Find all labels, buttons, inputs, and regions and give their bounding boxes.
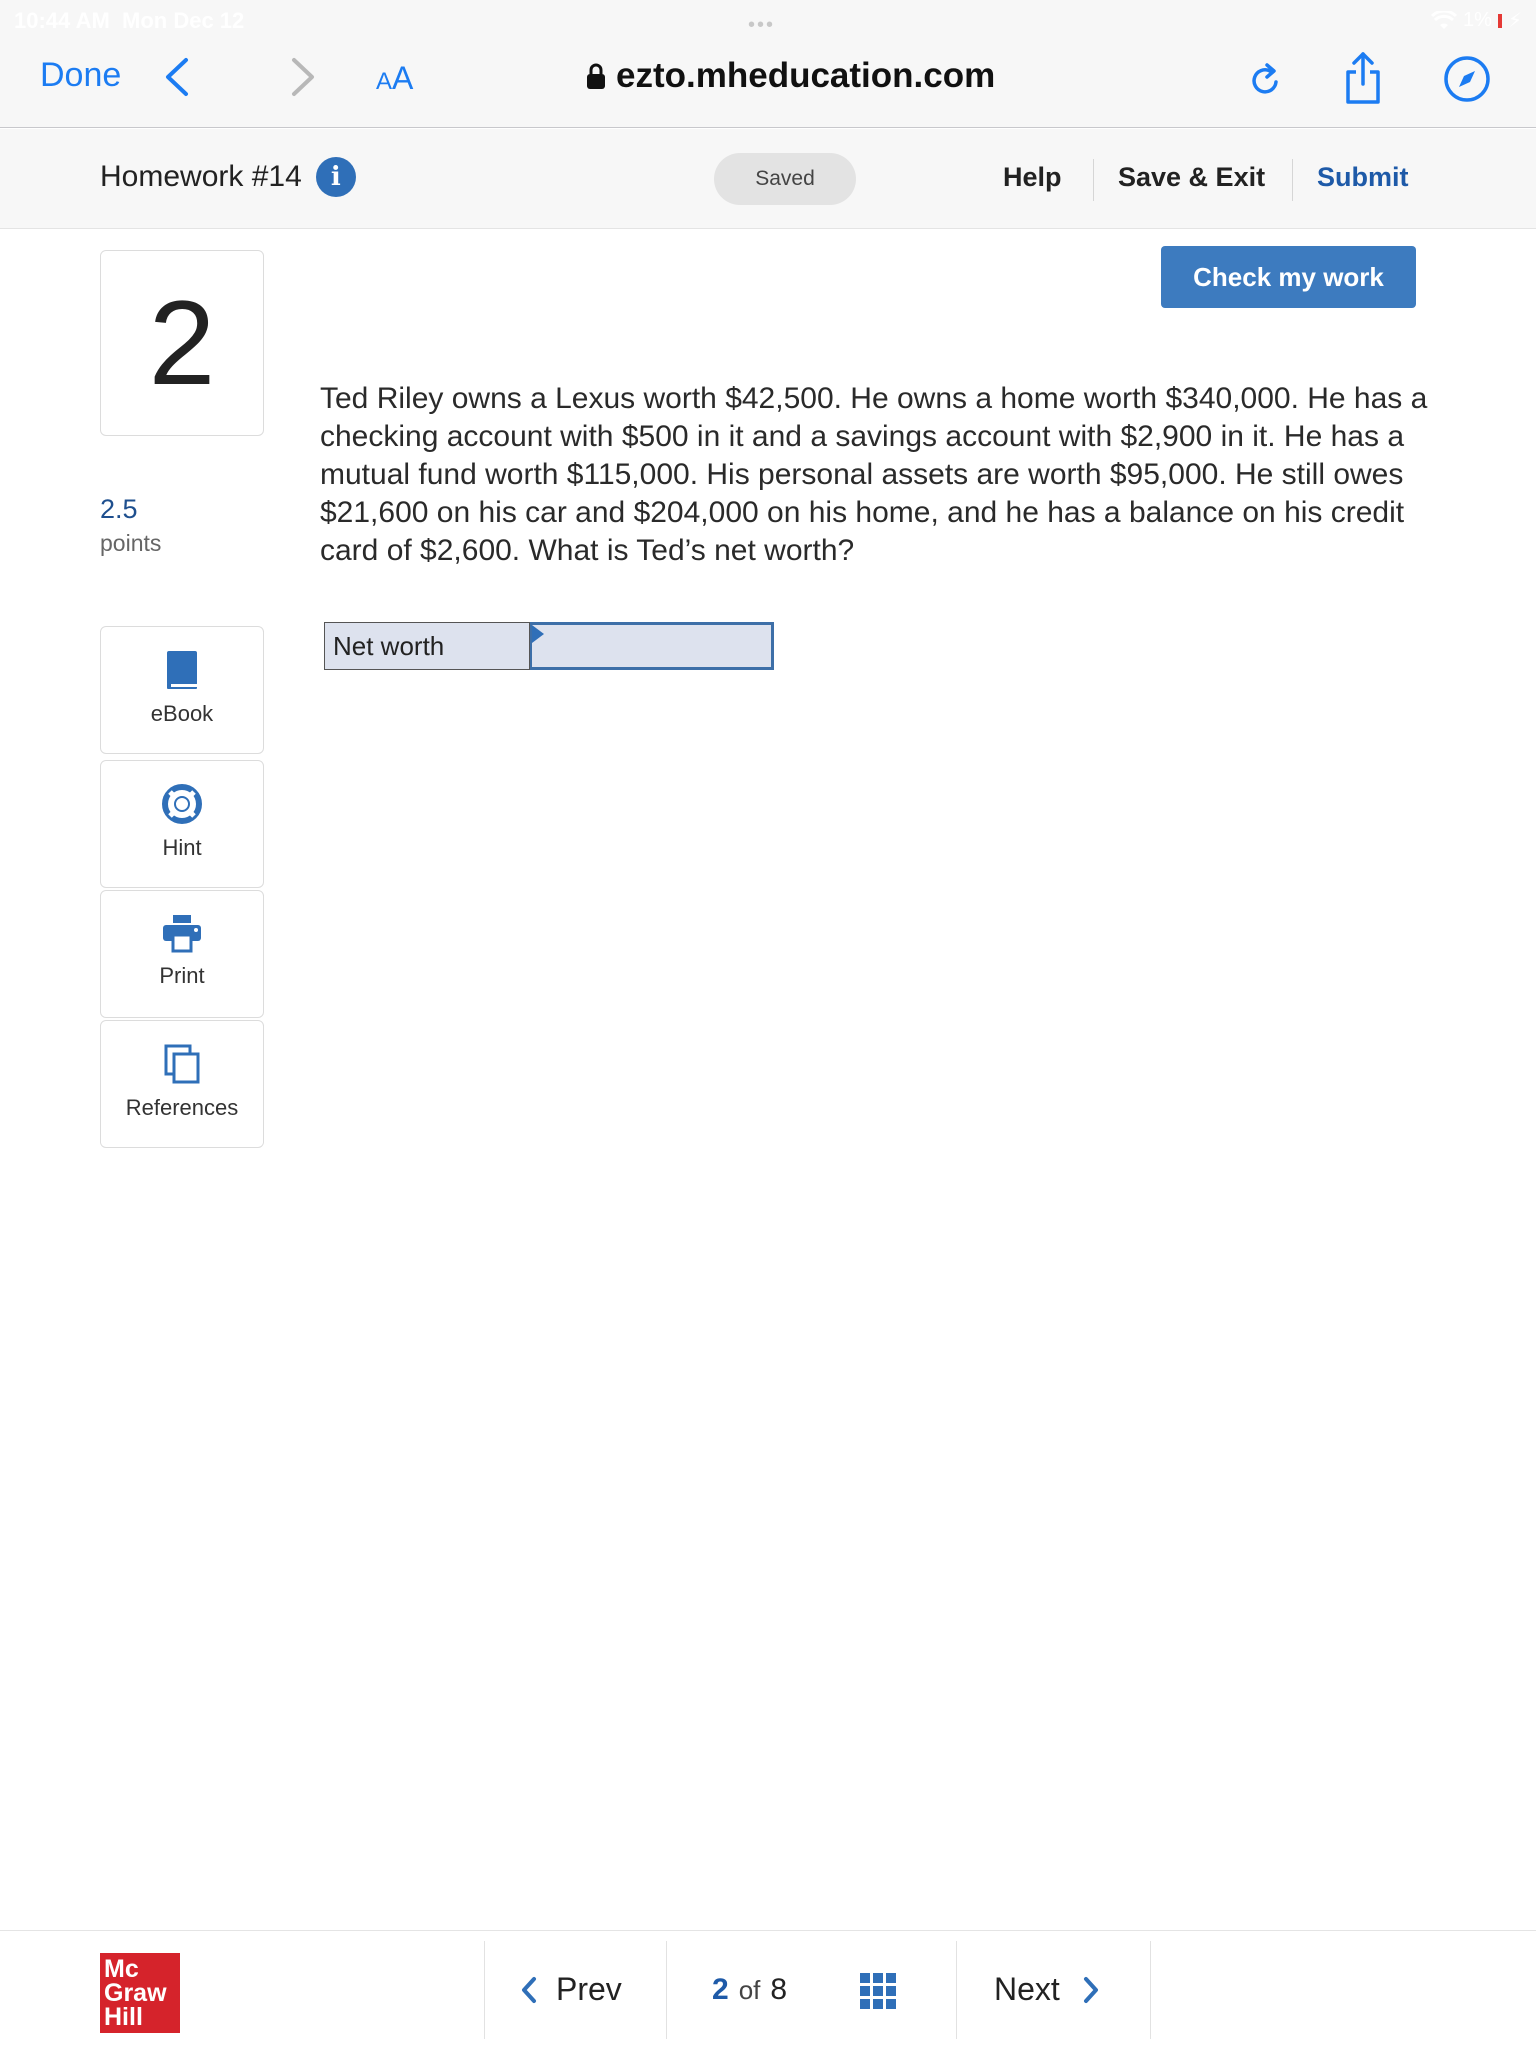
print-button[interactable] <box>100 890 264 1018</box>
mcgraw-hill-logo: Mc Graw Hill <box>100 1953 180 2033</box>
footer-divider <box>956 1941 957 2039</box>
header-divider <box>1292 159 1293 201</box>
assignment-title: Homework #14 i <box>100 157 356 197</box>
header-divider <box>1093 159 1094 201</box>
hint-label: Hint <box>162 835 202 860</box>
hint-button[interactable] <box>100 760 264 888</box>
status-time: 10:44 AM Mon Dec 12 <box>14 8 245 33</box>
prev-button[interactable] <box>520 1971 622 2008</box>
assignment-header <box>0 129 1536 229</box>
charging-icon: ⚡ <box>1507 10 1522 32</box>
address-bar[interactable] <box>586 56 995 96</box>
next-label: Next <box>994 1971 1060 2007</box>
references-button[interactable] <box>100 1020 264 1148</box>
answer-table <box>324 622 774 670</box>
saved-status-badge: Saved <box>714 153 856 205</box>
lifebuoy-icon <box>161 783 203 825</box>
prev-label: Prev <box>556 1971 622 2007</box>
ebook-label: eBook <box>150 701 214 726</box>
page-indicator <box>712 1973 787 2007</box>
ebook-button[interactable] <box>100 626 264 754</box>
footer-nav <box>0 1930 1536 2048</box>
net-worth-input[interactable] <box>530 622 774 670</box>
footer-divider <box>484 1941 485 2039</box>
share-icon[interactable] <box>1340 50 1386 106</box>
question-grid-icon[interactable] <box>860 1973 896 2009</box>
footer-divider <box>666 1941 667 2039</box>
browser-toolbar <box>0 40 1536 128</box>
printer-icon <box>161 913 203 953</box>
help-link[interactable]: Help <box>1003 162 1062 192</box>
next-button[interactable] <box>994 1971 1100 2008</box>
current-page: 2 <box>712 1973 729 2006</box>
info-icon[interactable]: i <box>316 157 356 197</box>
forward-chevron-icon[interactable] <box>282 54 322 100</box>
references-label: References <box>125 1095 239 1120</box>
submit-link[interactable]: Submit <box>1317 162 1409 192</box>
status-bar <box>0 0 1536 40</box>
text-size-button[interactable]: AA <box>376 60 414 96</box>
check-my-work-button[interactable]: Check my work <box>1161 246 1416 308</box>
flag-icon <box>532 625 544 643</box>
done-button[interactable]: Done <box>40 56 122 94</box>
multitasking-dots[interactable]: ••• <box>748 14 776 36</box>
compass-icon[interactable] <box>1442 54 1492 104</box>
net-worth-label: Net worth <box>324 622 530 670</box>
points-label: points <box>100 530 162 556</box>
battery-percent: 1% <box>1463 9 1492 31</box>
chevron-left-icon <box>520 1976 538 2004</box>
question-text: Ted Riley owns a Lexus worth $42,500. He owns a home worth $340,000. He has a checking account with $500 in it and a savings account with $2,900 in it. He has a mutual fund worth $115,000. His personal assets are worth $95,000. He still owes $21,600 on his car and $204,000 on his home, and he has a balance on his credit card of $2,600. What is Ted’s net worth? <box>320 382 1428 567</box>
question-number: 2 <box>100 250 264 436</box>
wifi-icon <box>1431 11 1457 31</box>
points-value: 2.5 <box>100 494 138 524</box>
url-text: ezto.mheducation.com <box>616 56 996 95</box>
chevron-right-icon <box>1082 1976 1100 2004</box>
back-chevron-icon[interactable] <box>158 54 198 100</box>
lock-icon <box>586 62 606 90</box>
documents-icon <box>163 1043 201 1085</box>
of-label: of <box>738 1974 761 2005</box>
print-label: Print <box>159 963 205 988</box>
battery-icon <box>1498 14 1502 28</box>
total-pages: 8 <box>770 1973 788 2006</box>
footer-divider <box>1150 1941 1151 2039</box>
save-exit-link[interactable]: Save & Exit <box>1118 162 1266 192</box>
reload-icon[interactable] <box>1246 58 1286 102</box>
book-icon <box>165 649 199 691</box>
status-indicators <box>1431 8 1522 33</box>
